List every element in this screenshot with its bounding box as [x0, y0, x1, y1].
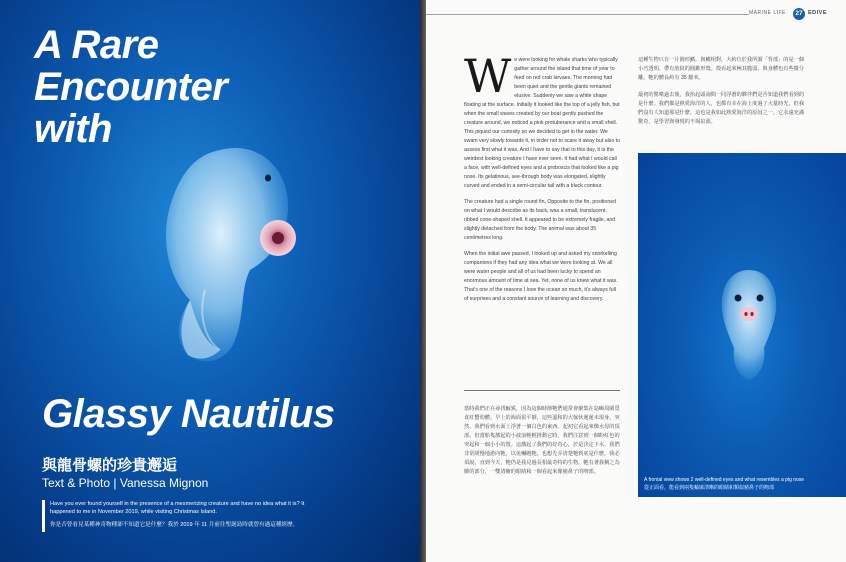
article-paragraph — [464, 49, 620, 191]
article-paragraph-chinese: 這種生物只有一片圓形鰭。與鰭相對，大約位於我所謂「背部」的是一個小巧透明、帶有肋紋的圓錐形殼。殼看起來極其脆弱，與身體也有些微分離。牠的體長約有 35 釐米。 — [638, 57, 805, 81]
title-line: Encounter — [34, 65, 228, 109]
photo-caption-chinese: 從正面看，能看到兩隻輪廓清晰的眼睛和類似豬鼻子的吻部 — [644, 485, 775, 491]
page-number-badge: 27 — [793, 8, 805, 20]
article-paragraph: The creature had a single round fin. Opposite to the fin, positioned on what I would describe as its back, was a small, translucent, ribbed cone-shaped shell. It appeared to be extremely fragile, and slightly detached from the body. The animal was about 35 centimetres long. — [464, 199, 616, 241]
intro-text-chinese: 你是否曾看見某種神奇物種卻不知道它是什麼？我於 2019 年 11 月前往聖誕島時就曾有過這種經歷。 — [50, 522, 299, 528]
right-page-article — [426, 0, 846, 562]
title-line: A Rare — [34, 23, 159, 67]
article-paragraph-chinese: 最初的驚嘆過去後，我抬起頭詢問一同浮潛的夥伴們是否知道我們看到的是什麼。我們都是熱愛海洋的人，也都有幸在海上度過了大量時光，但我們沒有人知道那是什麼。這也是我如此熱愛海洋的原因之一，它永遠充滿驚奇，是學習與發現的不竭泉源。 — [638, 92, 805, 125]
magazine-brand: EDIVE — [808, 10, 828, 16]
column-divider — [464, 390, 620, 391]
header-rule — [426, 14, 749, 15]
article-column-chinese-2 — [638, 56, 806, 135]
left-page-cover-photo — [0, 0, 420, 562]
section-label: MARINE LIFE — [749, 10, 786, 16]
article-column-chinese-1: 當時我們正在尋找鯨鯊，因為這個時節牠們通常會聚集在島嶼周圍覓食紅蟹幼體。早上的海面很平靜，這些溫和的大傢伙遲遲未現身。突然，我們看到水面上浮著一個白色的東西。起初它看起來像水母的頂部，但當船隻激起的小波浪輕輕推動它時，我們注意到一個粉紅色的突起和一個小小的殼。這激起了我們的好奇心，於是決定下水。我們非常緩慢地游向牠，以免嚇跑牠，也想先弄清楚牠到底是什麼。我必須說，直到今天，牠仍是我見過長相最奇特的生物。牠有著我稱之為臉的部分，一雙清晰的眼睛和一個看起來像豬鼻子的吻部。 — [464, 406, 620, 475]
article-title-main: Glassy Nautilus — [42, 392, 335, 436]
author-byline: Text & Photo | Vanessa Mignon — [42, 476, 209, 490]
intro-text-english: Have you ever found yourself in the presence of a mesmerizing creature and have no idea what it is? It happened to me in November 2019, while visiting Christmas Island. — [50, 501, 305, 515]
article-column-english — [464, 49, 620, 311]
intro-accent-bar — [42, 500, 45, 532]
title-line: with — [34, 107, 112, 151]
article-paragraph: When the initial awe passed, I looked up and asked my snorkelling companions if they had any idea what we were looking at. We all were water people and all of us had been lucky to spend an enormous amount of time at sea. Yet, none of us knew what it was. That's one of the reasons I love the ocean so much, it's always full of surprises and a constant source of learning and discovery. — [464, 251, 618, 302]
photo-caption-english: A frontal view shows 2 well-defined eyes and what resembles a pig nose — [644, 477, 805, 483]
article-title-chinese: 與龍骨螺的珍貴邂逅 — [42, 457, 178, 474]
nautilus-frontal-photo — [638, 153, 846, 497]
paragraph-text: e were looking for whale sharks who typically gather around the island that time of year to feed on red crab larvaes. The morning had been quiet and the gentle giants remained elusive. Suddenly we saw a white shape floating at the surface. Initially it looked like the top of a jelly fish, but when the small waves created by our boat gently pushed the creature around, we noticed a pink protuberance and a small shell. This piqued our curiosity so we decided to get in the water. We swam very slowly towards it, in order not to scare it away but also to assess first what it was. And I have to say that to this day, it is the weirdest looking creature I have ever seen. It had what I would call a face, with well-defined eyes and a proboscis that looked like a pig nose. Its gelatinous, see-through body was elongated, slightly curved and ended in a semi-circular tail with a black contour. — [464, 57, 620, 189]
glassy-nautilus-illustration — [150, 140, 300, 370]
glassy-nautilus-frontal-illustration — [716, 268, 782, 382]
article-title-top — [34, 24, 227, 150]
drop-cap: W — [464, 49, 512, 103]
